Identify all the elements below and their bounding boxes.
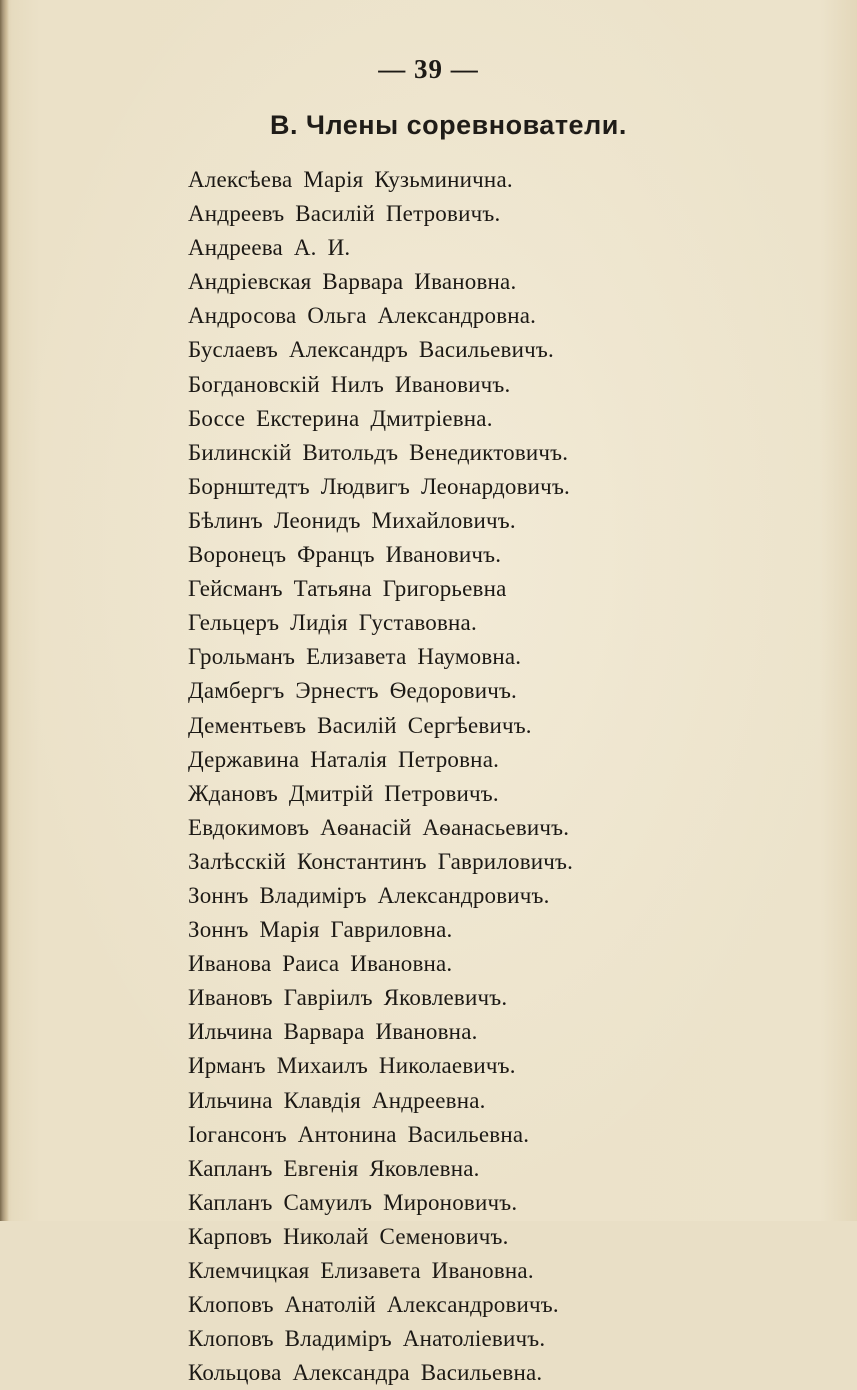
member-entry: Дамбергъ Эрнестъ Ѳедоровичъ. xyxy=(188,678,518,704)
member-entry: Андросова Ольга Александровна. xyxy=(188,303,537,329)
member-entry: Евдокимовъ Аѳанасій Аѳанасьевичъ. xyxy=(188,814,570,840)
member-entry: Зоннъ Владиміръ Александровичъ. xyxy=(188,882,550,908)
member-entry: Воронецъ Францъ Ивановичъ. xyxy=(188,542,502,568)
member-entry: Билинскій Витольдъ Венедиктовичъ. xyxy=(188,439,569,465)
member-entry: Алексѣева Марія Кузьминична. xyxy=(188,167,513,192)
member-entry: Державина Наталія Петровна. xyxy=(188,746,500,772)
member-entry: Залѣсскій Константинъ Гавриловичъ. xyxy=(188,848,574,874)
member-entry: Іогансонъ Антонина Васильевна. xyxy=(188,1121,530,1147)
member-entry: Борнштедтъ Людвигъ Леонардовичъ. xyxy=(188,473,570,499)
member-entry: Андреевъ Василій Петровичъ. xyxy=(188,201,501,227)
member-entry: Бѣлинъ Леонидъ Михайловичъ. xyxy=(188,507,516,533)
member-entry: Иванова Раиса Ивановна. xyxy=(188,951,453,977)
member-entry: Андріевская Варвара Ивановна. xyxy=(188,269,517,295)
member-entry: Ильчина Клавдія Андреевна. xyxy=(188,1087,486,1113)
page-spine-edge xyxy=(0,0,9,1221)
member-entry: Буслаевъ Александръ Васильевичъ. xyxy=(188,337,554,363)
page-number: — 39 — xyxy=(378,54,479,84)
member-entry: Зоннъ Марія Гавриловна. xyxy=(188,917,453,943)
member-entry: Грольманъ Елизавета Наумовна. xyxy=(188,644,522,670)
member-entry: Ивановъ Гавріилъ Яковлевичъ. xyxy=(188,985,508,1011)
member-entry: Кольцова Александра Васильевна. xyxy=(188,1360,543,1386)
member-entry: Гельцеръ Лидія Густавовна. xyxy=(188,610,477,636)
member-entry: Ждановъ Дмитрій Петровичъ. xyxy=(188,780,499,806)
member-entry: Капланъ Самуилъ Мироновичъ. xyxy=(188,1189,518,1215)
member-entry: Андреева А. И. xyxy=(188,235,351,261)
member-entry: Гейсманъ Татьяна Григорьевна xyxy=(188,576,507,602)
member-entry: Клоповъ Анатолій Александровичъ. xyxy=(188,1292,559,1318)
member-entry: Карповъ Николай Семеновичъ. xyxy=(188,1223,509,1249)
section-title: В. Члены соревнователи. xyxy=(270,110,627,140)
member-entry: Дементьевъ Василій Сергѣевичъ. xyxy=(188,712,532,738)
member-entry: Капланъ Евгенія Яковлевна. xyxy=(188,1155,480,1181)
member-entry: Клоповъ Владиміръ Анатоліевичъ. xyxy=(188,1326,546,1352)
member-entry: Боссе Екстерина Дмитріевна. xyxy=(188,405,493,431)
member-entry: Ильчина Варвара Ивановна. xyxy=(188,1019,478,1045)
member-entry: Богдановскій Нилъ Ивановичъ. xyxy=(188,371,511,397)
member-entry: Ирманъ Михаилъ Николаевичъ. xyxy=(188,1053,516,1079)
members-list xyxy=(188,163,573,1390)
member-entry: Клемчицкая Елизавета Ивановна. xyxy=(188,1258,534,1283)
